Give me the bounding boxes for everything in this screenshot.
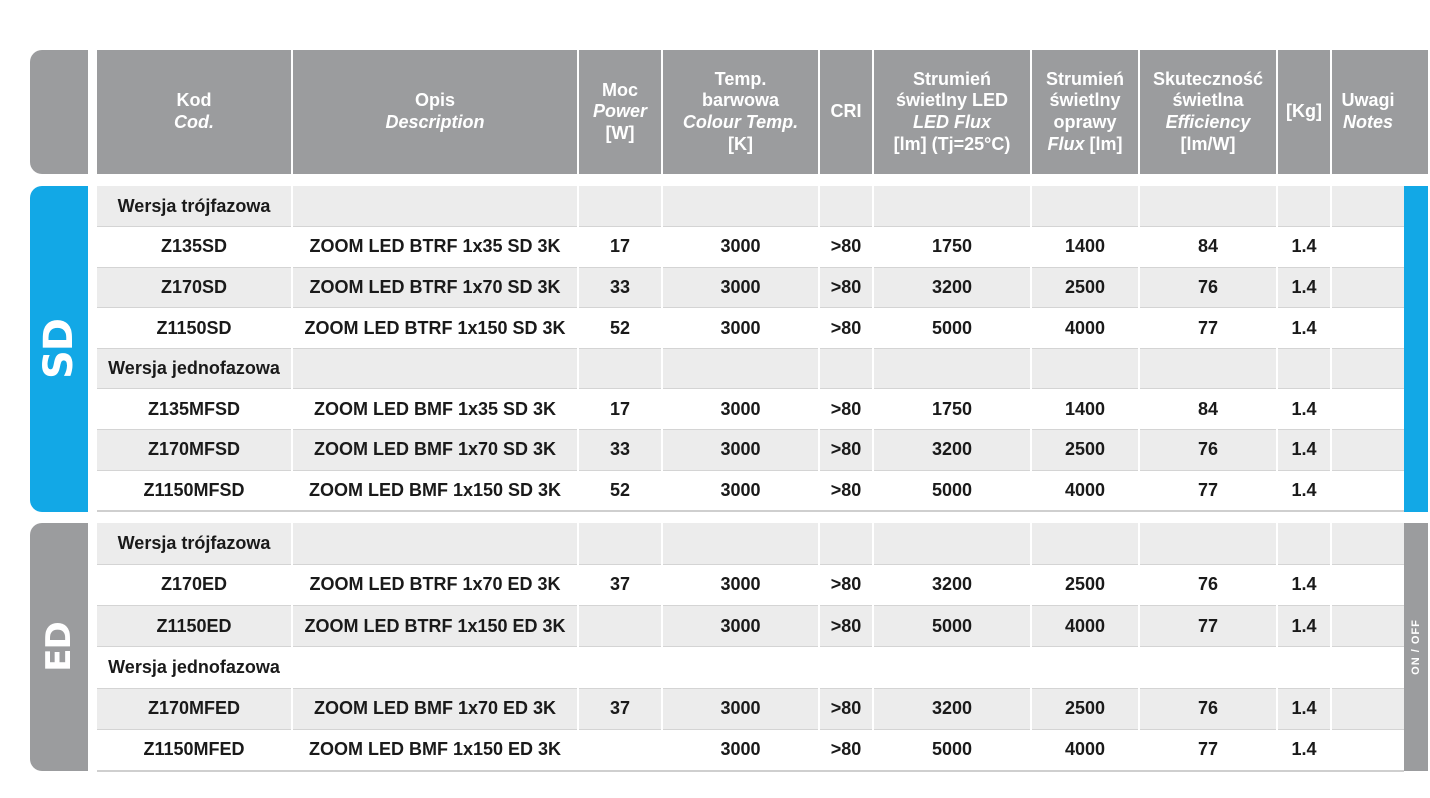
cell-kod: Z170MFED [97,688,292,729]
sd-table [97,186,1404,512]
ed-rows [97,523,1404,771]
table-row [97,227,1404,268]
section-empty-cell [662,348,819,389]
cell-cri: >80 [819,389,873,430]
cell-notes [1331,267,1404,308]
section-empty-cell [292,523,578,564]
cell-opis: ZOOM LED BTRF 1x70 ED 3K [292,564,578,605]
col-kg: [Kg] [1277,50,1331,174]
cell-notes [1331,470,1404,511]
cell-kg: 1.4 [1277,606,1331,647]
section-empty-cell [819,186,873,227]
cell-eff: 76 [1139,430,1277,471]
section-empty-cell [578,523,662,564]
table-row [97,267,1404,308]
col-efficiency: Skuteczność świetlna Efficiency [lm/W] [1139,50,1277,174]
section-empty-cell [873,348,1031,389]
section-empty-cell [1139,348,1277,389]
cell-moc: 33 [578,267,662,308]
cell-flux: 2500 [1031,564,1139,605]
table-row [97,389,1404,430]
section-empty-cell [1139,647,1277,688]
section-empty-cell [292,647,578,688]
cell-led-flux: 5000 [873,729,1031,770]
cell-moc [578,729,662,770]
cell-opis: ZOOM LED BMF 1x70 ED 3K [292,688,578,729]
cell-moc: 37 [578,564,662,605]
cell-temp: 3000 [662,470,819,511]
section-empty-cell [1031,348,1139,389]
cell-notes [1331,688,1404,729]
cell-moc: 52 [578,308,662,349]
cell-led-flux: 1750 [873,389,1031,430]
ed-table [97,523,1404,772]
cell-eff: 76 [1139,267,1277,308]
col-moc: Moc Power [W] [578,50,662,174]
section-empty-cell [662,523,819,564]
section-empty-cell [873,523,1031,564]
cell-flux: 4000 [1031,470,1139,511]
col-kod: Kod Cod. [97,50,292,174]
cell-eff: 76 [1139,564,1277,605]
cell-led-flux: 3200 [873,564,1031,605]
cell-kg: 1.4 [1277,470,1331,511]
cell-kg: 1.4 [1277,308,1331,349]
section-empty-cell [662,647,819,688]
ed-right-strip [1404,523,1428,771]
cell-kod: Z1150MFSD [97,470,292,511]
table-header [97,50,1404,174]
cell-opis: ZOOM LED BTRF 1x150 SD 3K [292,308,578,349]
section-empty-cell [1331,186,1404,227]
cell-opis: ZOOM LED BMF 1x150 SD 3K [292,470,578,511]
cell-led-flux: 3200 [873,267,1031,308]
cell-kg: 1.4 [1277,227,1331,268]
cell-moc: 17 [578,389,662,430]
cell-opis: ZOOM LED BTRF 1x70 SD 3K [292,267,578,308]
section-empty-cell [292,186,578,227]
cell-kg: 1.4 [1277,430,1331,471]
section-label: Wersja trójfazowa [97,523,292,564]
cell-flux: 1400 [1031,389,1139,430]
cell-notes [1331,389,1404,430]
section-empty-cell [578,647,662,688]
cell-eff: 77 [1139,606,1277,647]
cell-notes [1331,729,1404,770]
cell-opis: ZOOM LED BTRF 1x150 ED 3K [292,606,578,647]
cell-temp: 3000 [662,267,819,308]
section-empty-cell [819,647,873,688]
section-empty-cell [1031,647,1139,688]
section-label: Wersja jednofazowa [97,647,292,688]
cell-kod: Z170MFSD [97,430,292,471]
cell-moc: 37 [578,688,662,729]
section-empty-cell [578,348,662,389]
section-row [97,186,1404,227]
cell-notes [1331,606,1404,647]
cell-temp: 3000 [662,729,819,770]
col-led-flux: Strumień świetlny LED LED Flux [lm] (Tj=25°C) [873,50,1031,174]
cell-opis: ZOOM LED BMF 1x150 ED 3K [292,729,578,770]
cell-temp: 3000 [662,227,819,268]
cell-flux: 4000 [1031,729,1139,770]
section-empty-cell [1331,647,1404,688]
cell-kod: Z135SD [97,227,292,268]
table-row [97,308,1404,349]
cell-cri: >80 [819,606,873,647]
cell-kod: Z135MFSD [97,389,292,430]
cell-kod: Z170ED [97,564,292,605]
cell-temp: 3000 [662,564,819,605]
section-empty-cell [292,348,578,389]
cell-eff: 84 [1139,389,1277,430]
section-empty-cell [1139,186,1277,227]
cell-temp: 3000 [662,430,819,471]
cell-cri: >80 [819,267,873,308]
table-row [97,564,1404,605]
cell-flux: 2500 [1031,430,1139,471]
cell-flux: 2500 [1031,267,1139,308]
cell-kod: Z1150SD [97,308,292,349]
cell-moc: 17 [578,227,662,268]
cell-flux: 1400 [1031,227,1139,268]
section-empty-cell [578,186,662,227]
cell-led-flux: 5000 [873,470,1031,511]
cell-opis: ZOOM LED BTRF 1x35 SD 3K [292,227,578,268]
cell-kod: Z170SD [97,267,292,308]
section-empty-cell [1277,647,1331,688]
cell-eff: 77 [1139,470,1277,511]
table-row [97,729,1404,770]
cell-moc [578,606,662,647]
cell-led-flux: 3200 [873,688,1031,729]
sd-right-strip [1404,186,1428,512]
col-notes: Uwagi Notes [1331,50,1404,174]
section-row [97,348,1404,389]
cell-cri: >80 [819,564,873,605]
cell-led-flux: 3200 [873,430,1031,471]
cell-cri: >80 [819,688,873,729]
cell-kg: 1.4 [1277,564,1331,605]
cell-notes [1331,430,1404,471]
section-row [97,647,1404,688]
cell-notes [1331,308,1404,349]
cell-eff: 77 [1139,729,1277,770]
cell-eff: 77 [1139,308,1277,349]
cell-eff: 84 [1139,227,1277,268]
table-row [97,688,1404,729]
section-empty-cell [662,186,819,227]
section-empty-cell [873,647,1031,688]
section-empty-cell [1031,186,1139,227]
section-empty-cell [1031,523,1139,564]
cell-kg: 1.4 [1277,688,1331,729]
cell-kg: 1.4 [1277,729,1331,770]
cell-cri: >80 [819,227,873,268]
col-opis: Opis Description [292,50,578,174]
table-row [97,606,1404,647]
sd-tab-label: SD [36,318,82,380]
section-empty-cell [1331,523,1404,564]
section-empty-cell [819,348,873,389]
cell-eff: 76 [1139,688,1277,729]
cell-cri: >80 [819,470,873,511]
cell-temp: 3000 [662,308,819,349]
cell-flux: 4000 [1031,308,1139,349]
cell-kg: 1.4 [1277,267,1331,308]
section-label: Wersja jednofazowa [97,348,292,389]
ed-tab-label: ED [39,622,79,672]
col-cri: CRI [819,50,873,174]
section-empty-cell [819,523,873,564]
sd-section-tab [30,186,88,512]
col-temp: Temp. barwowa Colour Temp. [K] [662,50,819,174]
cell-flux: 2500 [1031,688,1139,729]
cell-kg: 1.4 [1277,389,1331,430]
section-row [97,523,1404,564]
ed-section-tab [30,523,88,771]
cell-temp: 3000 [662,688,819,729]
cell-cri: >80 [819,430,873,471]
section-empty-cell [1139,523,1277,564]
section-empty-cell [1331,348,1404,389]
cell-moc: 33 [578,430,662,471]
table-row [97,470,1404,511]
cell-led-flux: 5000 [873,606,1031,647]
section-empty-cell [1277,186,1331,227]
sd-rows [97,186,1404,511]
cell-cri: >80 [819,308,873,349]
cell-kod: Z1150MFED [97,729,292,770]
cell-cri: >80 [819,729,873,770]
section-label: Wersja trójfazowa [97,186,292,227]
section-empty-cell [1277,523,1331,564]
cell-kod: Z1150ED [97,606,292,647]
cell-temp: 3000 [662,606,819,647]
cell-opis: ZOOM LED BMF 1x70 SD 3K [292,430,578,471]
cell-led-flux: 1750 [873,227,1031,268]
table-row [97,430,1404,471]
header-right-strip [1404,50,1428,174]
section-empty-cell [873,186,1031,227]
section-empty-cell [1277,348,1331,389]
cell-flux: 4000 [1031,606,1139,647]
cell-moc: 52 [578,470,662,511]
col-lum-flux: Strumień świetlny oprawy Flux [lm] [1031,50,1139,174]
cell-led-flux: 5000 [873,308,1031,349]
cell-temp: 3000 [662,389,819,430]
on-off-label: ON / OFF [1410,619,1422,675]
header-left-tab [30,50,88,174]
cell-opis: ZOOM LED BMF 1x35 SD 3K [292,389,578,430]
cell-notes [1331,564,1404,605]
cell-notes [1331,227,1404,268]
